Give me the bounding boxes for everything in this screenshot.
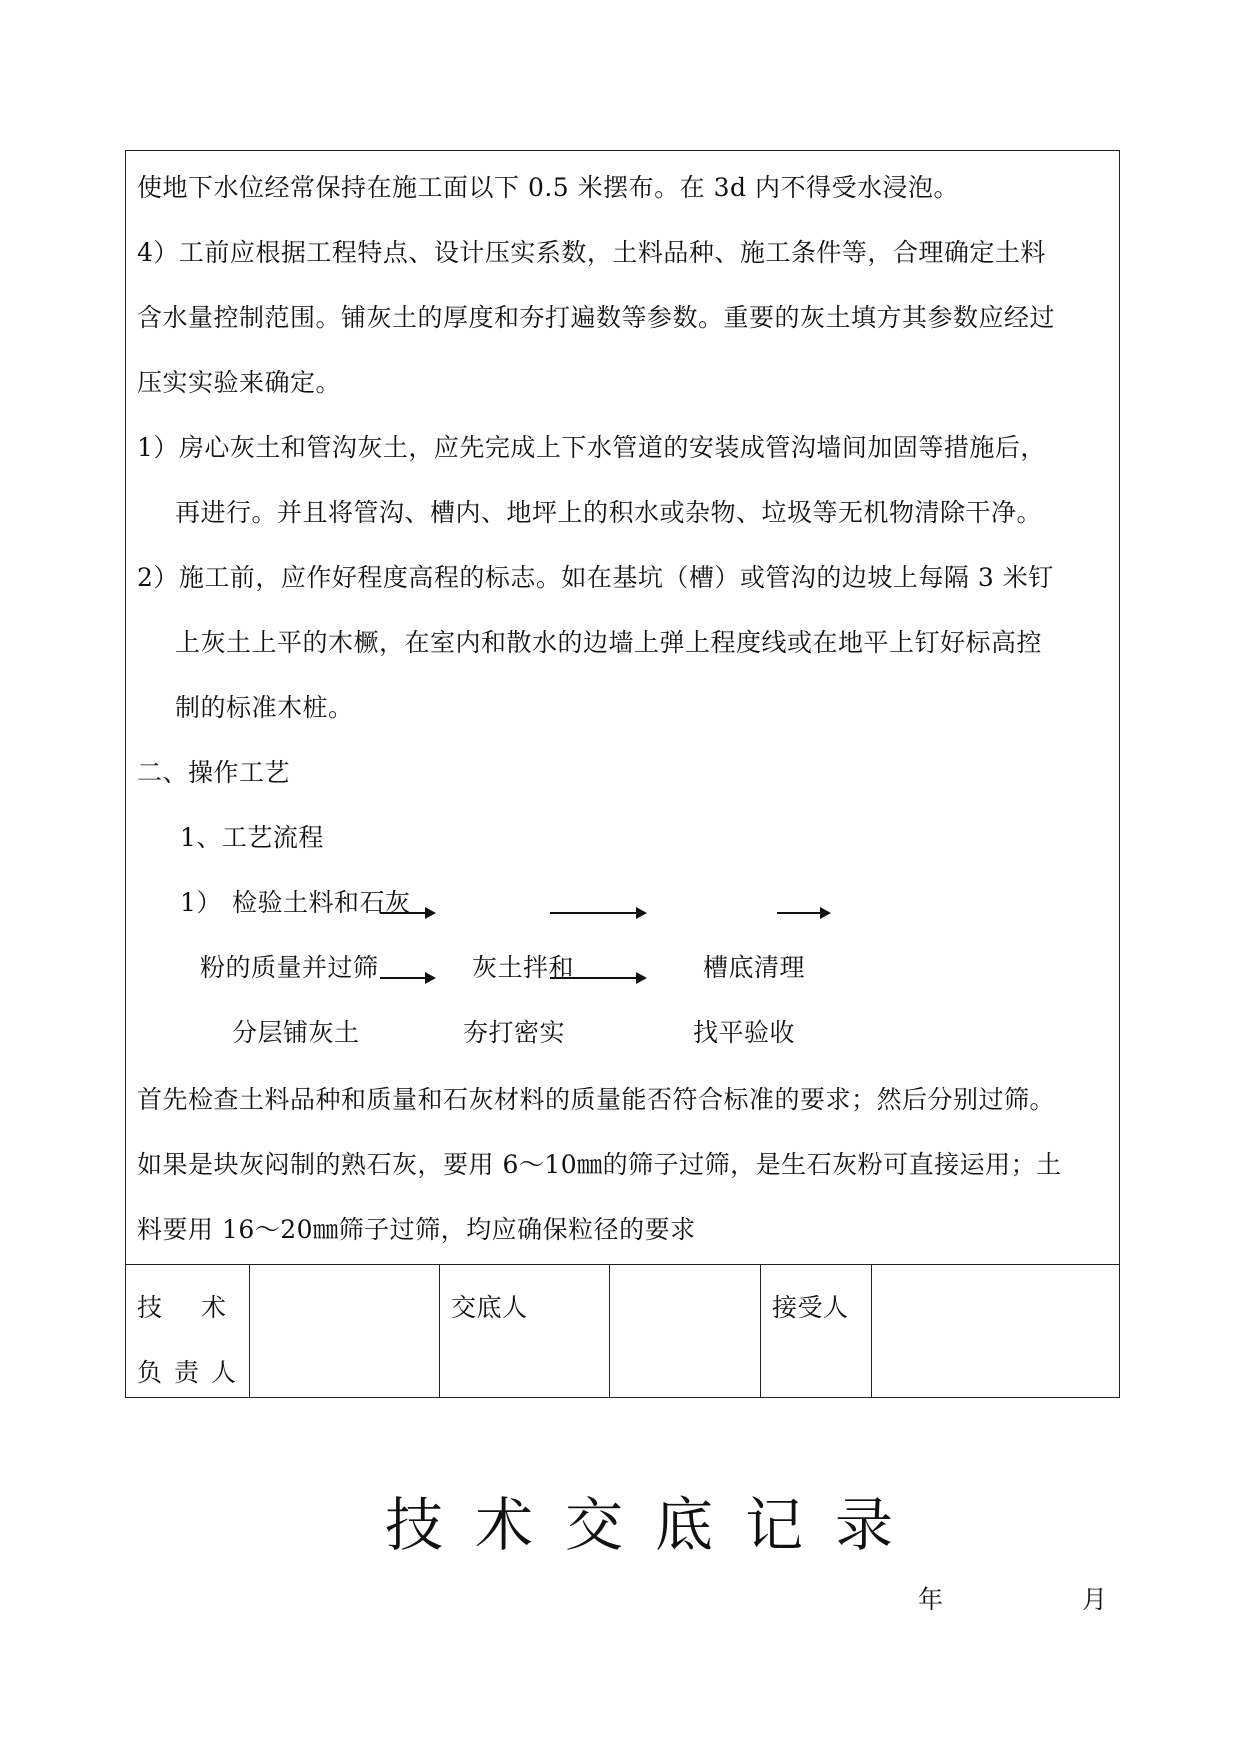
flow-arrow [777,912,829,914]
signature-cell-divider [439,1264,440,1397]
handover-label: 交底人 [451,1293,528,1322]
flow-step-5: 夯打密实 [463,1018,566,1047]
date-month: 月 [1082,1585,1108,1614]
flow-step-3: 槽底清理 [703,953,806,982]
paragraph-line: 如果是块灰闷制的熟石灰，要用 6～10㎜的筛子过筛，是生石灰粉可直接运用；土 [137,1150,1062,1179]
receiver-label: 接受人 [772,1293,849,1322]
flow-arrow [380,912,434,914]
paragraph-line: 1）房心灰土和管沟灰土，应先完成上下水管道的安装成管沟墙间加固等措施后， [137,433,1046,462]
signature-cell-divider [249,1264,250,1397]
section-heading: 二、操作工艺 [137,758,291,787]
paragraph-line: 上灰土上平的木橛，在室内和散水的边墙上弹上程度线或在地平上钉好标高控 [175,628,1043,657]
flow-step-4: 分层铺灰土 [232,1018,360,1047]
flow-step-2: 灰土拌和 [472,953,575,982]
flow-step-1: 检验土料和石灰 [232,888,411,917]
flow-step-1: 粉的质量并过筛 [200,953,379,982]
paragraph-line: 含水量控制范围。铺灰土的厚度和夯打遍数等参数。重要的灰土填方其参数应经过 [137,303,1056,332]
paragraph-line: 使地下水位经常保持在施工面以下 0.5 米摆布。在 3d 内不得受水浸泡。 [137,173,959,202]
paragraph-line: 4）工前应根据工程特点、设计压实系数，土料品种、施工条件等，合理确定土料 [137,238,1046,267]
subsection-heading: 1、工艺流程 [180,823,324,852]
flow-step-6: 找平验收 [693,1018,796,1047]
signature-cell-divider [609,1264,610,1397]
signature-cell-divider [871,1264,872,1397]
flow-arrow [550,912,645,914]
tech-lead-label: 负 责 人 [137,1358,238,1387]
flow-number: 1） [180,888,222,917]
paragraph-line: 首先检查土料品种和质量和石灰材料的质量能否符合标准的要求；然后分别过筛。 [137,1085,1056,1114]
signature-cell-divider [760,1264,761,1397]
paragraph-line: 再进行。并且将管沟、槽内、地坪上的积水或杂物、垃圾等无机物清除干净。 [175,498,1043,527]
date-year: 年 [918,1585,944,1614]
tech-lead-label: 技 术 [137,1293,228,1322]
paragraph-line: 压实实验来确定。 [137,368,342,397]
paragraph-line: 制的标准木桩。 [175,693,354,722]
flow-arrow [380,977,434,979]
signature-row-divider [125,1264,1120,1265]
flow-arrow [550,977,645,979]
paragraph-line: 料要用 16～20㎜筛子过筛，均应确保粒径的要求 [137,1215,696,1244]
paragraph-line: 2）施工前，应作好程度高程的标志。如在基坑（槽）或管沟的边坡上每隔 3 米钉 [137,563,1054,592]
document-title: 技术交底记录 [385,1491,926,1559]
